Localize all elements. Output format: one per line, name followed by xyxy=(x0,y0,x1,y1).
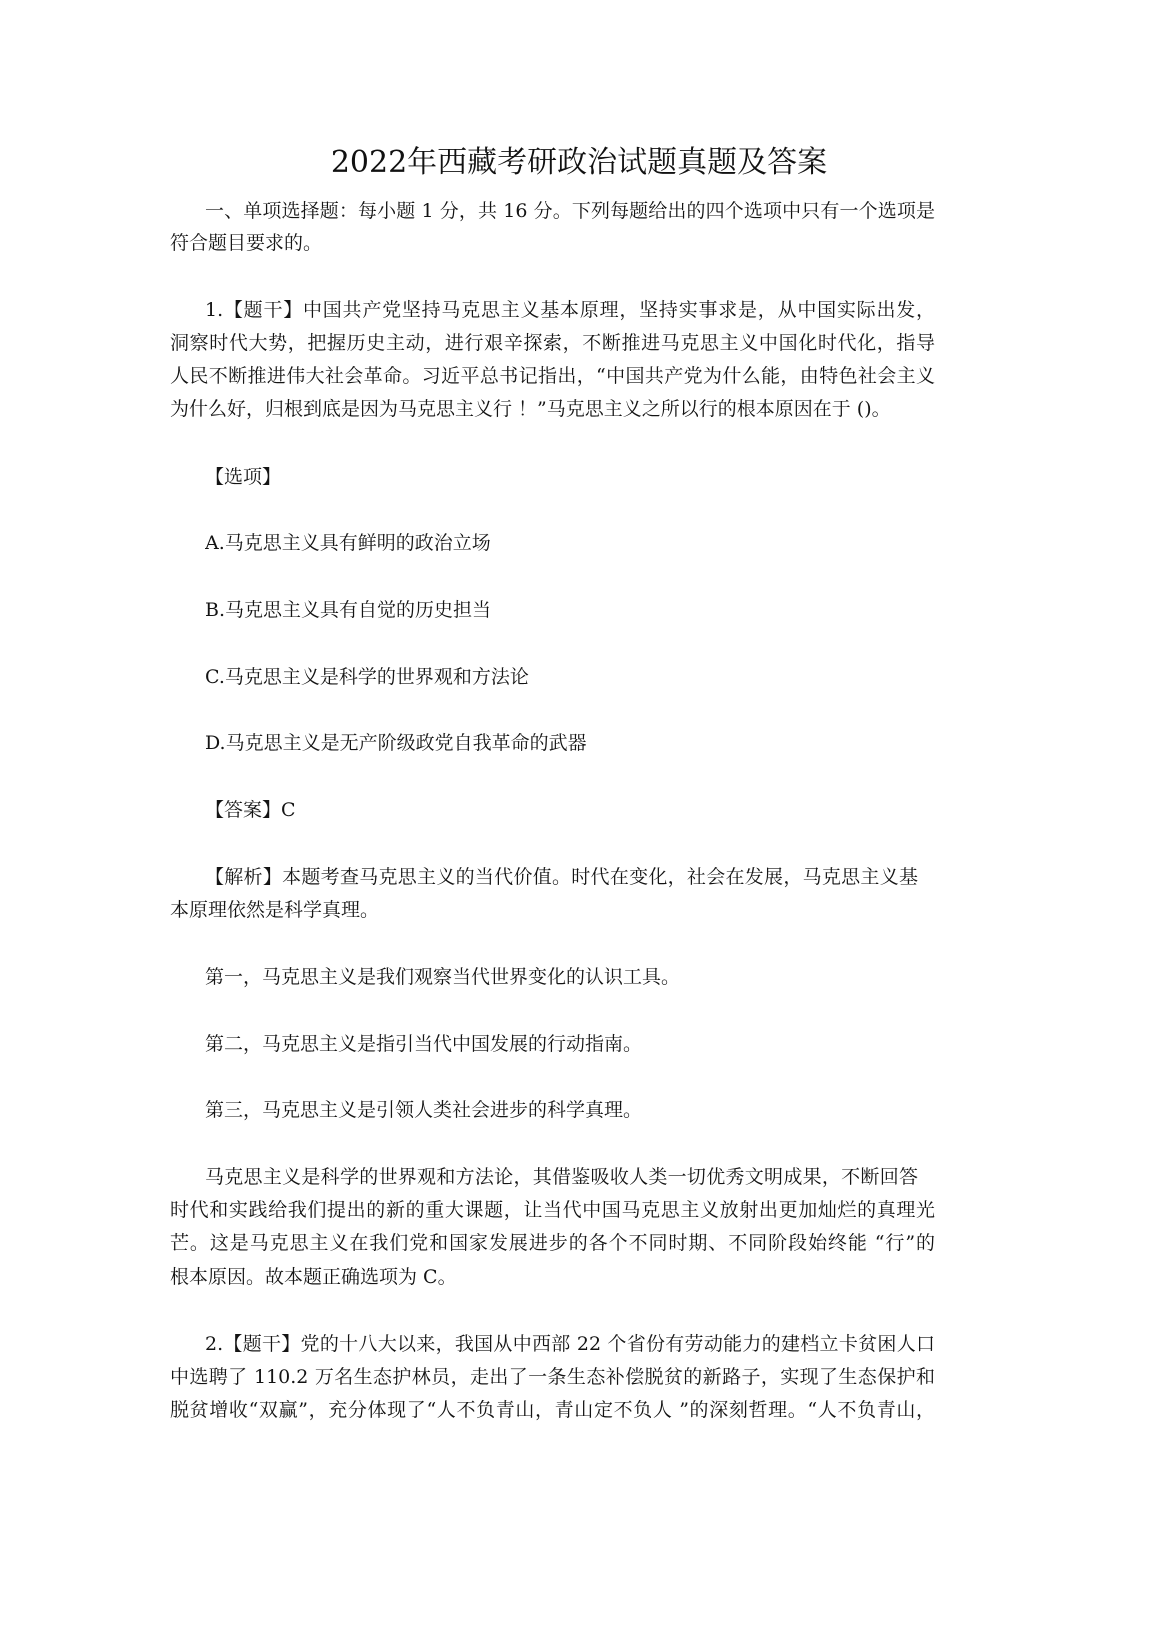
option-c: C.马克思主义是科学的世界观和方法论 xyxy=(205,666,529,688)
conclusion-line: 根本原因。故本题正确选项为 C。 xyxy=(170,1266,457,1288)
analysis-point-3: 第三，马克思主义是引领人类社会进步的科学真理。 xyxy=(205,1099,643,1121)
analysis-point-1: 第一，马克思主义是我们观察当代世界变化的认识工具。 xyxy=(205,966,681,988)
analysis-point-2: 第二，马克思主义是指引当代中国发展的行动指南。 xyxy=(205,1033,643,1055)
conclusion-line: 芒。这是马克思主义在我们党和国家发展进步的各个不同时期、不同阶段始终能 “行”的 xyxy=(170,1232,935,1254)
question2-stem-line: 脱贫增收“双赢”，充分体现了“人不负青山，青山定不负人 ”的深刻哲理。“人不负青山， xyxy=(170,1399,935,1421)
question1-stem-line: 1.【题干】中国共产党坚持马克思主义基本原理，坚持实事求是，从中国实际出发， xyxy=(205,299,935,321)
options-header: 【选项】 xyxy=(205,466,282,488)
question2-stem-line: 2.【题干】党的十八大以来，我国从中西部 22 个省份有劳动能力的建档立卡贫困人口 xyxy=(205,1333,935,1355)
analysis-line: 本原理依然是科学真理。 xyxy=(170,899,380,921)
intro-line: 符合题目要求的。 xyxy=(170,232,323,254)
option-a: A.马克思主义具有鲜明的政治立场 xyxy=(205,532,491,554)
conclusion-line: 时代和实践给我们提出的新的重大课题，让当代中国马克思主义放射出更加灿烂的真理光 xyxy=(170,1199,935,1221)
conclusion-line: 马克思主义是科学的世界观和方法论，其借鉴吸收人类一切优秀文明成果，不断回答 xyxy=(205,1166,918,1188)
document-title: 2022年西藏考研政治试题真题及答案 xyxy=(330,145,828,180)
analysis-line: 【解析】本题考查马克思主义的当代价值。时代在变化，社会在发展，马克思主义基 xyxy=(205,866,918,888)
question2-stem-line: 中选聘了 110.2 万名生态护林员，走出了一条生态补偿脱贫的新路子，实现了生态保护和 xyxy=(170,1366,935,1388)
intro-line: 一、单项选择题：每小题 1 分，共 16 分。下列每题给出的四个选项中只有一个选项是 xyxy=(205,200,935,222)
answer: 【答案】C xyxy=(205,799,296,821)
option-d: D.马克思主义是无产阶级政党自我革命的武器 xyxy=(205,732,587,754)
question1-stem-line: 洞察时代大势，把握历史主动，进行艰辛探索，不断推进马克思主义中国化时代化，指导 xyxy=(170,332,935,354)
question1-stem-line: 人民不断推进伟大社会革命。习近平总书记指出，“中国共产党为什么能，由特色社会主义 xyxy=(170,365,935,387)
question1-stem-line: 为什么好，归根到底是因为马克思主义行 ！”马克思主义之所以行的根本原因在于 ()。 xyxy=(170,398,891,420)
option-b: B.马克思主义具有自觉的历史担当 xyxy=(205,599,492,621)
